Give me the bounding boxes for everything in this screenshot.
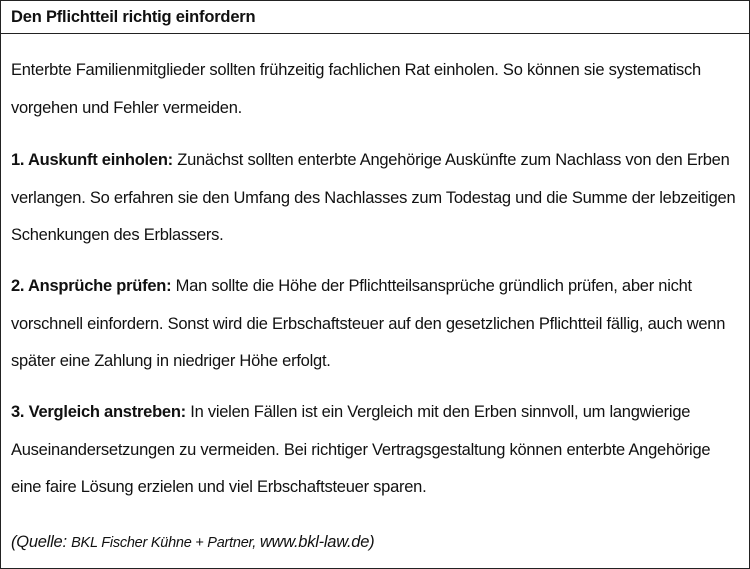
source-url: www.bkl-law.de: [259, 533, 370, 551]
step-1-heading: 1. Auskunft einholen:: [11, 151, 173, 169]
intro-paragraph: Enterbte Familienmitglieder sollten frühzeitig fachlichen Rat einholen. So können sie systematisch vorgehen und Fehler vermeiden.: [11, 61, 701, 117]
step-paragraph-2: [11, 268, 741, 381]
step-2-heading: 2. Ansprüche prüfen:: [11, 277, 172, 295]
step-2-text: Man sollte die Höhe der Pflichtteilsansprüche gründlich prüfen, aber nicht vorschnell einfordern. Sonst wird die Erbschaftsteuer auf den gesetzlichen Pflichtteil fällig, auch wenn später eine Zahlung in niedriger Höhe erfolgt.: [11, 277, 726, 370]
step-paragraph-3: [11, 394, 741, 507]
source-close: ): [369, 533, 375, 551]
step-1-text: Zunächst sollten enterbte Angehörige Auskünfte zum Nachlass von den Erben verlangen. So erfahren sie den Umfang des Nachlasses zum Todestag und die Summe der lebzeitigen Schenkungen des Erblassers.: [11, 151, 736, 244]
source-open: (Quelle:: [11, 533, 72, 551]
source-author: BKL Fischer Kühne + Partner,: [71, 535, 260, 551]
step-3-heading: 3. Vergleich anstreben:: [11, 403, 186, 421]
step-paragraph-1: [11, 142, 741, 255]
source-citation: [11, 527, 741, 558]
box-title: Den Pflichtteil richtig einfordern: [11, 8, 256, 26]
step-3-text: In vielen Fällen ist ein Vergleich mit den Erben sinnvoll, um langwierige Auseinandersetzungen zu vermeiden. Bei richtiger Vertragsgestaltung können enterbte Angehörige eine faire Lösung erzielen und viel Erbschaftsteuer sparen.: [11, 403, 711, 496]
title-divider: [1, 33, 749, 34]
